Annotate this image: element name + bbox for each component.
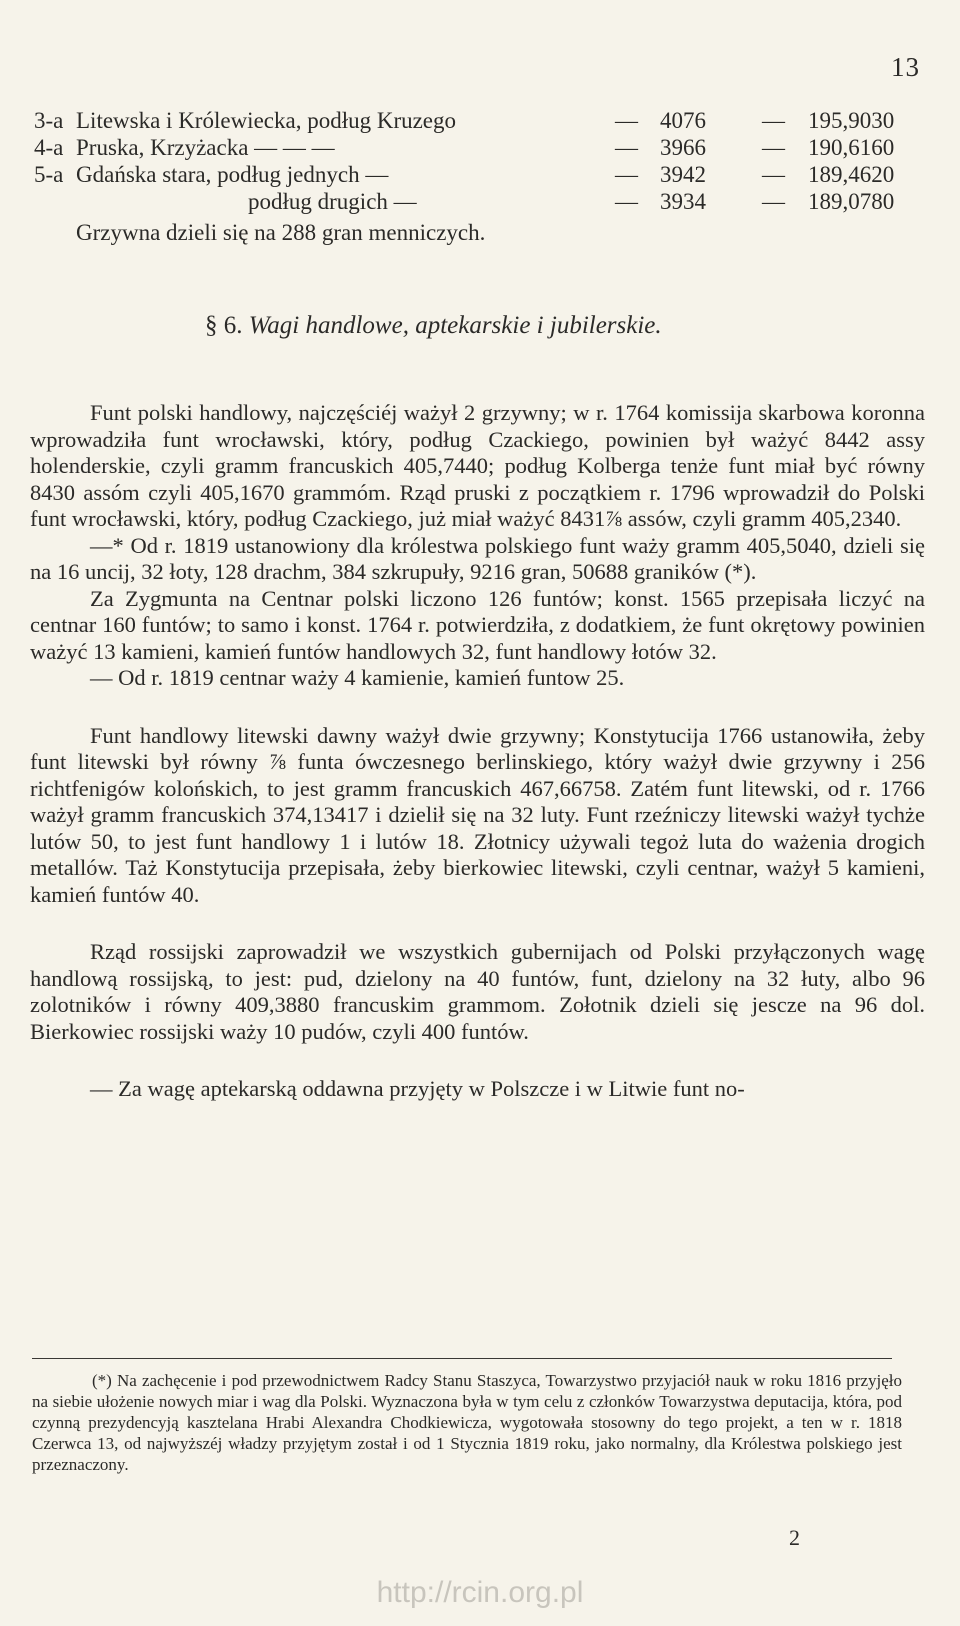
page-number: 13 — [891, 52, 920, 82]
row-name: Litewska i Królewiecka, podług Kruzego — [76, 108, 457, 133]
row-value-gramm: 189,0780 — [808, 189, 895, 214]
grzywna-note: Grzywna dzieli się na 288 gran menniczych. — [76, 220, 486, 245]
row-value-assy: 3966 — [660, 135, 706, 160]
row-name: Pruska, Krzyżacka — — — — [76, 135, 335, 160]
paragraph: Funt polski handlowy, najczęściéj ważył 2 grzywny; w r. 1764 komissija skarbowa koronna wprowadziła funt wrocławski, który, podług Czackiego, powinien był ważyć 8442 assy holenderskie, czyli gramm francuskich 405,7440; podług Kolberga tenże funt miał być równy 8430 assóm czyli 405,1670 grammóm. Rząd pruski z początkiem r. 1796 wprowadził do Polski funt wrocławski, który, podług Czackiego, już miał ważyć 8431⅞ assów, czyli gramm 405,2340. — [30, 400, 925, 531]
row-value-assy: 3942 — [660, 162, 706, 187]
body-text — [30, 400, 925, 1103]
paragraph: Funt handlowy litewski dawny ważył dwie grzywny; Konstytucija 1766 ustanowiła, żeby funt litewski był równy ⅞ funta ówczesnego berlinskiego, który ważył dwie grzywny i 256 richtfenigów kolońskich, to jest gramm francuskich 467,66758. Zatém funt litewski, od r. 1766 ważył gramm francuskich 374,13417 i dzielił się na 32 luty. Funt rzeźniczy litewski ważył tychże lutów 50, to jest funt handlowy 1 i lutów 18. Złotnicy używali tegoż luta do ważenia drogich metallów. Taż Konstytucija przepisała, żeby bierkowiec litewski, czyli centnar, ważył 5 kamieni, kamień funtów 40. — [30, 722, 925, 907]
row-number: 3-a — [34, 108, 64, 133]
section-heading — [205, 312, 662, 340]
row-value-gramm: 189,4620 — [808, 162, 895, 187]
row-dash: — — [615, 189, 638, 214]
paragraph: Za Zygmunta na Centnar polski liczono 126 funtów; konst. 1565 przepisała liczyć na centnar 160 funtów; to samo i konst. 1764 r. potwierdziła, z dodatkiem, że funt okrętowy powinien ważyć 13 kamieni, kamień funtów handlowych 32, funt handlowy łotów 32. — [30, 585, 925, 664]
footnote-divider — [32, 1358, 892, 1359]
row-dash: — — [615, 162, 638, 187]
row-value-assy: 3934 — [660, 189, 706, 214]
row-dash: — — [762, 162, 785, 187]
section-number: § 6. — [205, 312, 243, 339]
table-row — [0, 189, 960, 216]
row-name: podług drugich — — [248, 189, 417, 214]
row-number: 4-a — [34, 135, 64, 160]
paragraph: —* Od r. 1819 ustanowiony dla królestwa polskiego funt waży gramm 405,5040, dzieli się na 16 uncij, 32 łoty, 128 drachm, 384 szkrupuły, 9216 gran, 50688 graników (*). — [30, 532, 925, 584]
table-row — [0, 135, 960, 162]
watermark: http://rcin.org.pl — [376, 1576, 584, 1609]
row-dash: — — [615, 108, 638, 133]
paragraph: Rząd rossijski zaprowadził we wszystkich gubernijach od Polski przyłączonych wagę handlową rossijską, to jest: pud, dzielony na 40 funtów, funt, dzielony na 32 łuty, albo 96 zolotników i równy 409,3880 francuskim grammom. Zołotnik dzieli się jescze na 96 dol. Bierkowiec rossijski waży 10 pudów, czyli 400 funtów. — [30, 939, 925, 1044]
row-value-gramm: 195,9030 — [808, 108, 895, 133]
paragraph: — Od r. 1819 centnar waży 4 kamienie, kamień funtow 25. — [90, 665, 625, 690]
paragraph: — Za wagę aptekarską oddawna przyjęty w Polszcze i w Litwie funt no- — [90, 1076, 745, 1101]
table-row — [0, 108, 960, 135]
row-value-gramm: 190,6160 — [808, 135, 895, 160]
row-name: Gdańska stara, podług jednych — — [76, 162, 389, 187]
footnote — [32, 1370, 902, 1475]
weights-table — [0, 108, 960, 216]
row-dash: — — [762, 108, 785, 133]
row-value-assy: 4076 — [660, 108, 706, 133]
section-title: Wagi handlowe, aptekarskie i jubilerskie. — [248, 312, 662, 339]
row-dash: — — [762, 135, 785, 160]
row-number: 5-a — [34, 162, 64, 187]
footnote-text: (*) Na zachęcenie i pod przewodnictwem Radcy Stanu Staszyca, Towarzystwo przyjaciół nauk w roku 1816 przyjęło na siebie ułożenie nowych miar i wag dla Polski. Wyznaczona była w tym celu z członków Towarzystwa deputacija, która, pod czynną prezydencyją kasztelana Hrabi Alexandra Chodkiewicza, wygotowała stosowny do tego projekt, a ten w r. 1818 Czerwca 13, od najwyższéj władzy przyjętym został i od 1 Stycznia 1819 roku, jako normalny, dla Królestwa polskiego jest przeznaczony. — [32, 1371, 902, 1474]
signature-mark: 2 — [789, 1525, 800, 1550]
row-dash: — — [762, 189, 785, 214]
table-row — [0, 162, 960, 189]
row-dash: — — [615, 135, 638, 160]
